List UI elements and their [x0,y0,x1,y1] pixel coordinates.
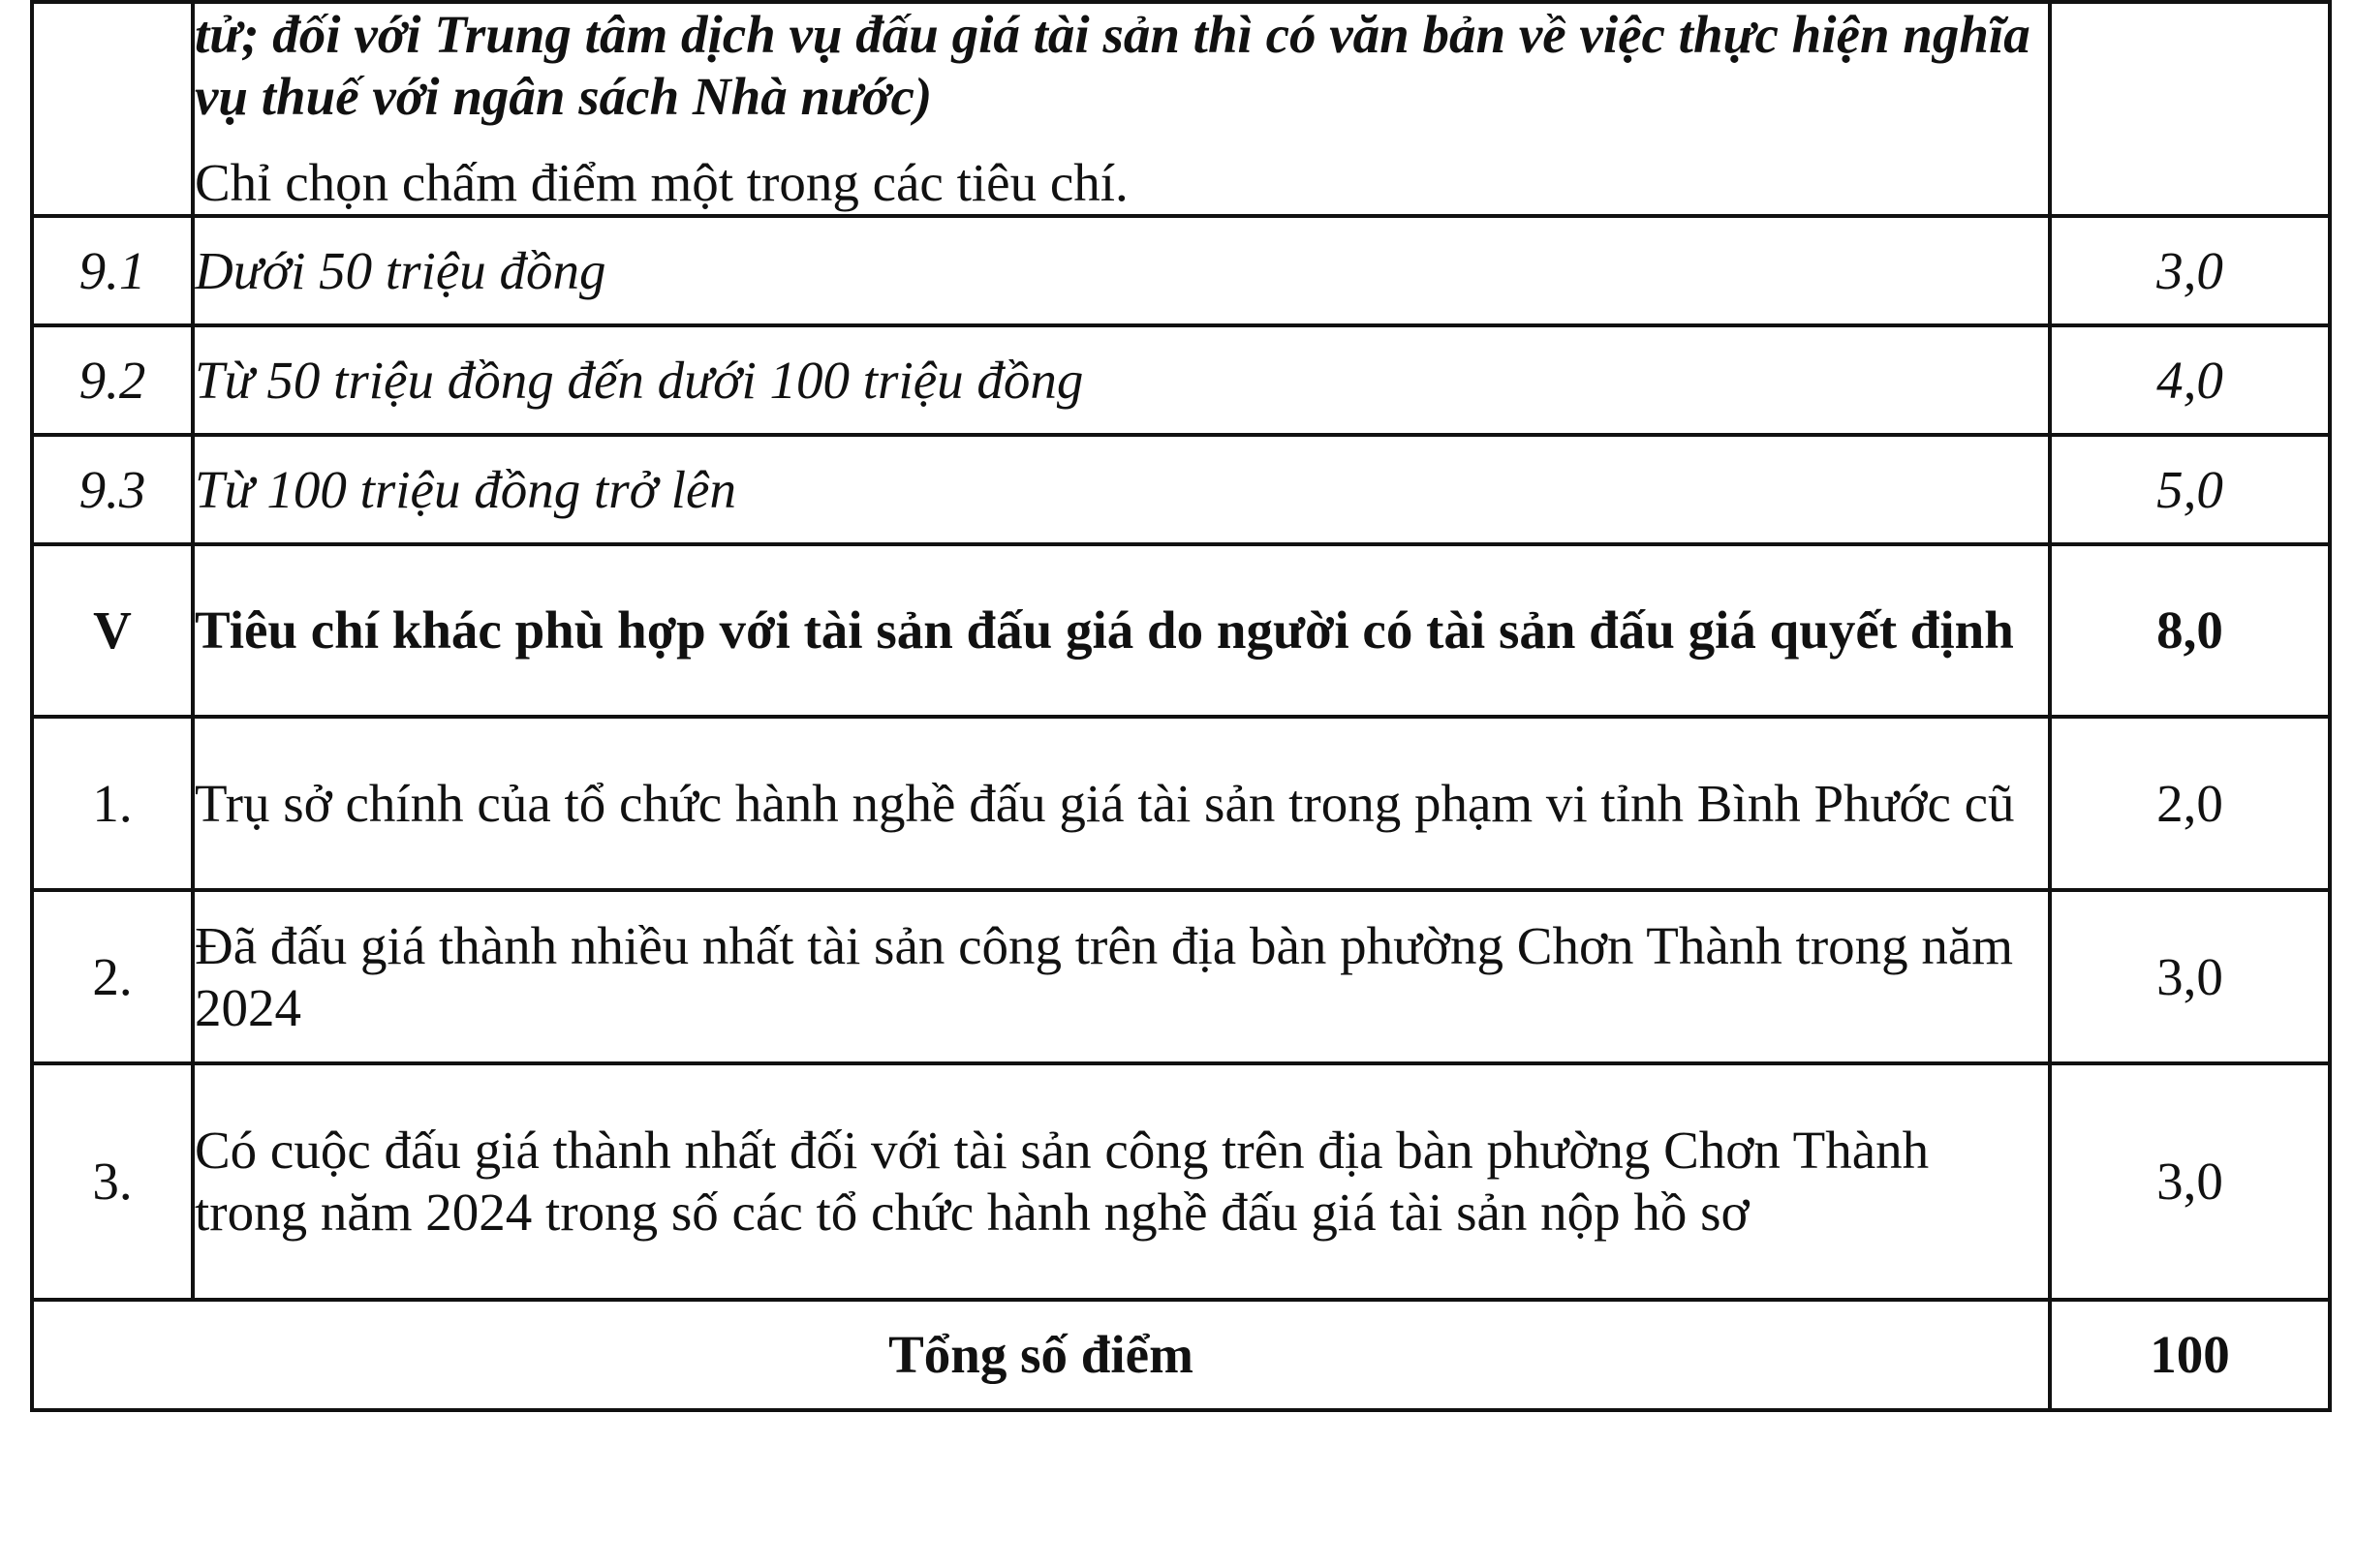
table-row-criterion-9-continued [32,2,2330,216]
sub-item-text: Dưới 50 triệu đồng [193,216,2050,325]
sub-item-text: Từ 100 triệu đồng trở lên [193,435,2050,544]
item-text: Có cuộc đấu giá thành nhất đối với tài sản công trên địa bàn phường Chơn Thành trong năm 2024 trong số các tổ chức hành nghề đấu giá tài sản nộp hồ sơ [193,1063,2050,1300]
table-row-item-2 [32,890,2330,1063]
total-score: 100 [2050,1300,2330,1410]
sub-item-text: Từ 50 triệu đồng đến dưới 100 triệu đồng [193,325,2050,435]
table-row-sub-item-9-1 [32,216,2330,325]
criterion-description-cell [193,2,2050,216]
item-number: 1. [32,717,193,890]
item-score: 3,0 [2050,890,2330,1063]
table-row-item-3 [32,1063,2330,1300]
scoring-table [30,0,2332,1412]
item-score: 2,0 [2050,717,2330,890]
table-row-section-v [32,544,2330,717]
criterion-9-selection-note: Chỉ chọn chấm điểm một trong các tiêu chí. [195,153,1129,212]
item-number: 2. [32,890,193,1063]
sub-item-score: 4,0 [2050,325,2330,435]
section-score: 8,0 [2050,544,2330,717]
score-cell [2050,2,2330,216]
total-label: Tổng số điểm [32,1300,2050,1410]
table-row-sub-item-9-3 [32,435,2330,544]
criterion-9-requirement-text: tử; đối với Trung tâm dịch vụ đấu giá tài sản thì có văn bản về việc thực hiện nghĩa vụ thuế với ngân sách Nhà nước) [195,5,2030,126]
item-score: 3,0 [2050,1063,2330,1300]
section-title: Tiêu chí khác phù hợp với tài sản đấu giá do người có tài sản đấu giá quyết định [193,544,2050,717]
item-text: Đã đấu giá thành nhiều nhất tài sản công trên địa bàn phường Chơn Thành trong năm 2024 [193,890,2050,1063]
sub-item-number: 9.1 [32,216,193,325]
table-row-sub-item-9-2 [32,325,2330,435]
sub-item-number: 9.2 [32,325,193,435]
sub-item-score: 3,0 [2050,216,2330,325]
sub-item-score: 5,0 [2050,435,2330,544]
section-number: V [32,544,193,717]
row-number-cell [32,2,193,216]
item-number: 3. [32,1063,193,1300]
scoring-table-page [30,0,2328,1412]
sub-item-number: 9.3 [32,435,193,544]
table-row-item-1 [32,717,2330,890]
item-text: Trụ sở chính của tổ chức hành nghề đấu giá tài sản trong phạm vi tỉnh Bình Phước cũ [193,717,2050,890]
table-row-total [32,1300,2330,1410]
